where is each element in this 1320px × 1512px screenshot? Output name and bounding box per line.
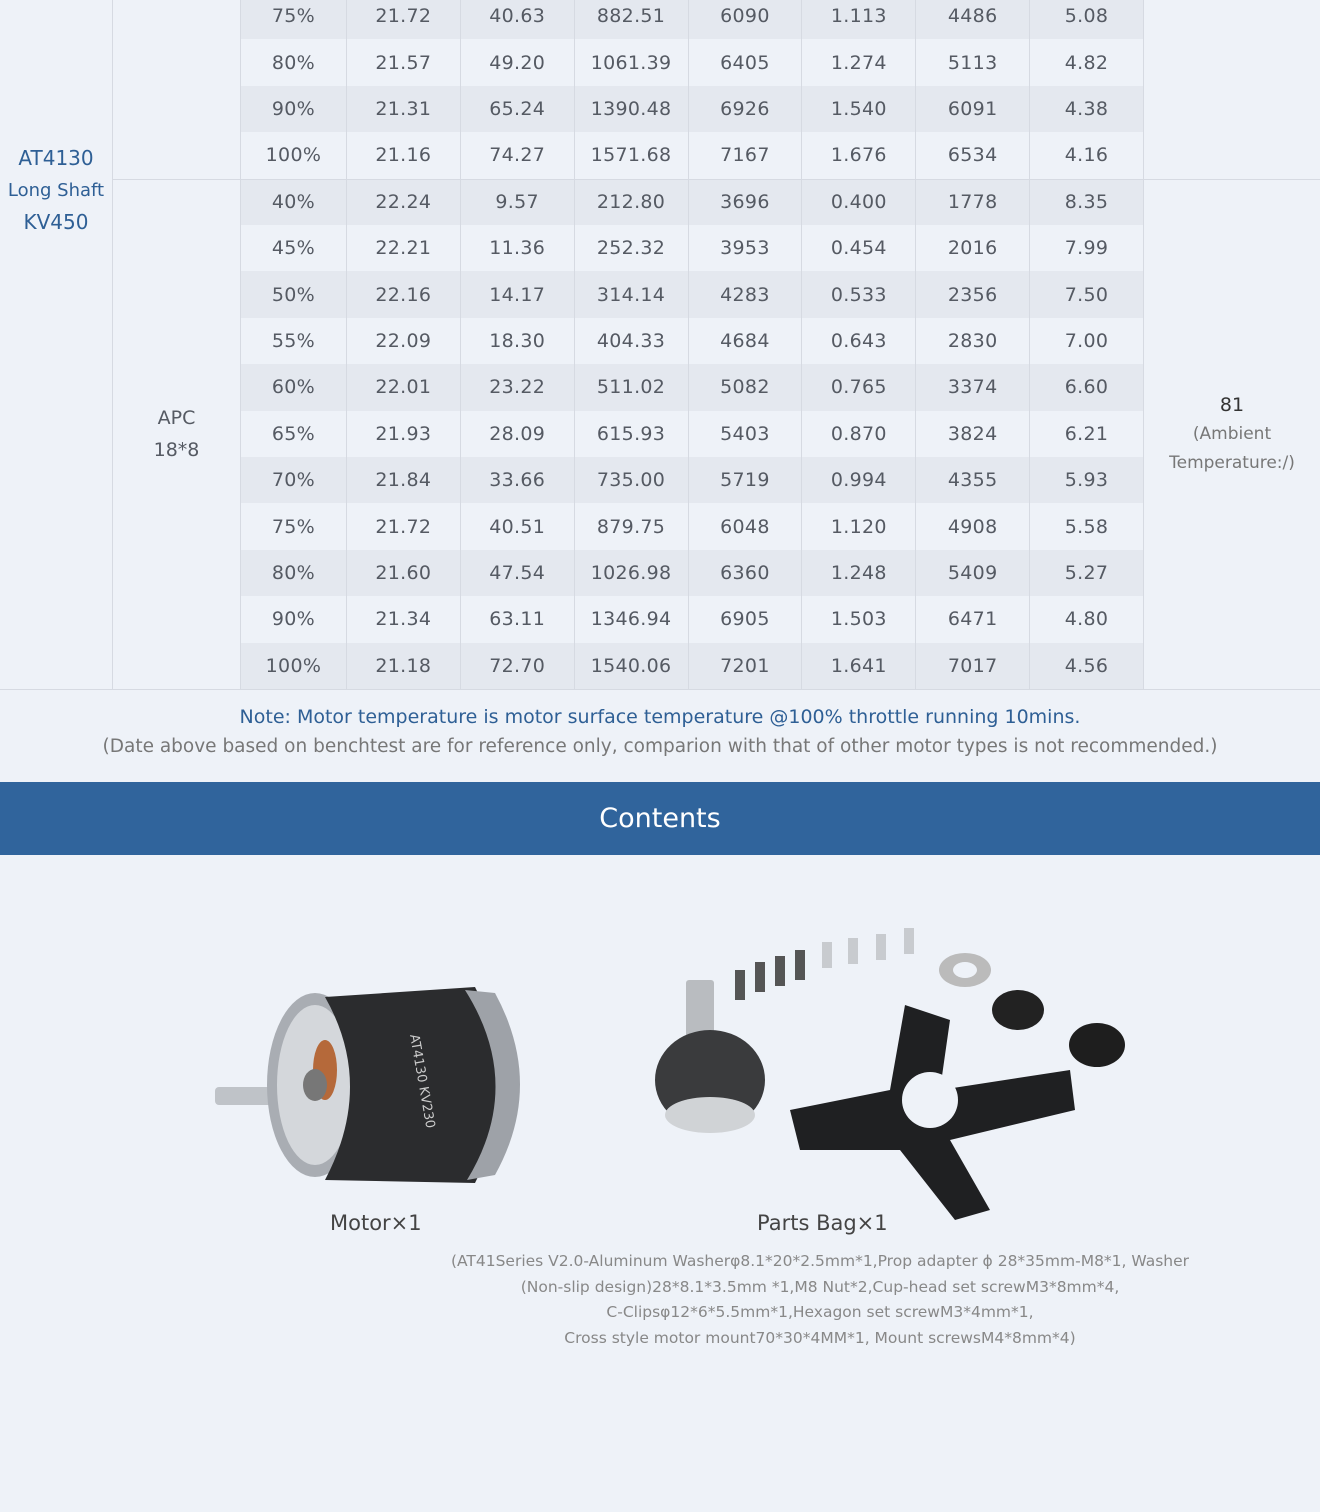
prop-name: APC	[157, 407, 196, 429]
benchmark-table	[0, 0, 1320, 689]
table-cell: 21.84	[347, 457, 461, 503]
table-cell: 5.08	[1030, 0, 1144, 39]
table-cell: 6091	[916, 86, 1030, 132]
table-cell: 80%	[240, 550, 347, 596]
table-cell: 18.30	[461, 318, 575, 364]
table-row	[240, 271, 1144, 317]
table-cell: 22.09	[347, 318, 461, 364]
table-cell: 47.54	[461, 550, 575, 596]
parts-desc-line: Cross style motor mount70*30*4MM*1, Mount screwsM4*8mm*4)	[564, 1328, 1076, 1347]
table-cell: 1061.39	[575, 39, 689, 85]
table-cell: 1571.68	[575, 132, 689, 178]
table-cell: 6048	[689, 503, 803, 549]
table-row	[240, 643, 1144, 689]
contents-title: Contents	[599, 803, 721, 834]
table-cell: 6534	[916, 132, 1030, 178]
table-cell: 0.765	[802, 364, 916, 410]
table-row	[240, 550, 1144, 596]
table-cell: 7.99	[1030, 225, 1144, 271]
table-cell: 55%	[240, 318, 347, 364]
temperature-value: 81	[1219, 393, 1245, 416]
table-cell: 4.80	[1030, 596, 1144, 642]
table-cell: 3953	[689, 225, 803, 271]
table-cell: 100%	[240, 643, 347, 689]
table-cell: 1.641	[802, 643, 916, 689]
table-cell: 33.66	[461, 457, 575, 503]
table-cell: 80%	[240, 39, 347, 85]
table-cell: 7017	[916, 643, 1030, 689]
table-cell: 22.24	[347, 179, 461, 225]
table-cell: 1.274	[802, 39, 916, 85]
table-cell: 6405	[689, 39, 803, 85]
table-cell: 1.120	[802, 503, 916, 549]
table-cell: 45%	[240, 225, 347, 271]
table-cell: 2016	[916, 225, 1030, 271]
table-cell: 1.540	[802, 86, 916, 132]
table-cell: 4.16	[1030, 132, 1144, 178]
motor-shaft: Long Shaft	[7, 179, 105, 201]
prop-size: 18*8	[153, 439, 200, 461]
table-row	[240, 132, 1144, 178]
parts-desc-line: (Non-slip design)28*8.1*3.5mm *1,M8 Nut*2,Cup-head set screwM3*8mm*4,	[520, 1277, 1120, 1296]
table-row	[240, 318, 1144, 364]
table-cell: 40.63	[461, 0, 575, 39]
table-cell: 0.533	[802, 271, 916, 317]
table-cell: 1.113	[802, 0, 916, 39]
note-text: Note: Motor temperature is motor surface temperature @100% throttle running 10mins.	[239, 706, 1081, 728]
table-cell: 1026.98	[575, 550, 689, 596]
table-cell: 2830	[916, 318, 1030, 364]
table-cell: 1390.48	[575, 86, 689, 132]
table-cell: 90%	[240, 86, 347, 132]
table-cell: 1778	[916, 179, 1030, 225]
table-cell: 1.503	[802, 596, 916, 642]
temperature-cell	[1144, 179, 1320, 689]
table-row	[240, 364, 1144, 410]
table-cell: 74.27	[461, 132, 575, 178]
parts-description	[420, 1249, 1220, 1351]
table-cell: 1346.94	[575, 596, 689, 642]
table-cell: 0.400	[802, 179, 916, 225]
table-cell: 7.50	[1030, 271, 1144, 317]
table-cell: 63.11	[461, 596, 575, 642]
table-cell: 6926	[689, 86, 803, 132]
motor-image	[205, 975, 535, 1195]
table-cell: 28.09	[461, 411, 575, 457]
table-cell: 21.34	[347, 596, 461, 642]
table-cell: 735.00	[575, 457, 689, 503]
table-cell: 5.58	[1030, 503, 1144, 549]
temperature-label: (Ambient	[1192, 423, 1272, 444]
table-cell: 212.80	[575, 179, 689, 225]
table-cell: 4908	[916, 503, 1030, 549]
table-cell: 75%	[240, 503, 347, 549]
table-cell: 511.02	[575, 364, 689, 410]
table-cell: 21.72	[347, 503, 461, 549]
table-cell: 21.18	[347, 643, 461, 689]
table-cell: 21.93	[347, 411, 461, 457]
table-cell: 5719	[689, 457, 803, 503]
table-row	[240, 179, 1144, 225]
table-cell: 21.31	[347, 86, 461, 132]
table-row	[240, 457, 1144, 503]
table-cell: 6090	[689, 0, 803, 39]
motor-model: AT4130	[18, 145, 94, 170]
table-cell: 6360	[689, 550, 803, 596]
table-cell: 5.93	[1030, 457, 1144, 503]
table-cell: 6.60	[1030, 364, 1144, 410]
table-cell: 21.60	[347, 550, 461, 596]
table-cell: 100%	[240, 132, 347, 178]
table-cell: 23.22	[461, 364, 575, 410]
table-cell: 6471	[916, 596, 1030, 642]
table-cell: 879.75	[575, 503, 689, 549]
table-cell: 72.70	[461, 643, 575, 689]
table-row	[240, 39, 1144, 85]
table-cell: 8.35	[1030, 179, 1144, 225]
table-cell: 7.00	[1030, 318, 1144, 364]
table-cell: 49.20	[461, 39, 575, 85]
table-cell: 3696	[689, 179, 803, 225]
motor-kv: KV450	[23, 209, 89, 234]
table-cell: 4.82	[1030, 39, 1144, 85]
parts-desc-line: (AT41Series V2.0-Aluminum Washerφ8.1*20*2.5mm*1,Prop adapter ϕ 28*35mm-M8*1, Washer	[450, 1252, 1190, 1270]
table-cell: 40%	[240, 179, 347, 225]
note-section	[0, 689, 1320, 782]
table-cell: 9.57	[461, 179, 575, 225]
table-cell: 4355	[916, 457, 1030, 503]
disclaimer-text: (Date above based on benchtest are for reference only, comparion with that of other motor types is not recommended.)	[102, 736, 1218, 757]
table-cell: 4684	[689, 318, 803, 364]
table-row	[240, 411, 1144, 457]
table-cell: 14.17	[461, 271, 575, 317]
table-cell: 65%	[240, 411, 347, 457]
table-cell: 21.16	[347, 132, 461, 178]
table-cell: 882.51	[575, 0, 689, 39]
table-cell: 40.51	[461, 503, 575, 549]
table-cell: 7201	[689, 643, 803, 689]
motor-model-cell	[0, 0, 113, 689]
group-divider	[113, 179, 1320, 180]
table-cell: 22.01	[347, 364, 461, 410]
table-cell: 22.16	[347, 271, 461, 317]
table-cell: 50%	[240, 271, 347, 317]
table-row	[240, 0, 1144, 39]
table-cell: 5082	[689, 364, 803, 410]
table-cell: 615.93	[575, 411, 689, 457]
table-cell: 5403	[689, 411, 803, 457]
table-cell: 90%	[240, 596, 347, 642]
table-cell: 4.38	[1030, 86, 1144, 132]
table-cell: 3374	[916, 364, 1030, 410]
table-cell: 252.32	[575, 225, 689, 271]
table-cell: 2356	[916, 271, 1030, 317]
table-cell: 5.27	[1030, 550, 1144, 596]
parts-desc-line: C-Clipsφ12*6*5.5mm*1,Hexagon set screwM3*4mm*1,	[606, 1303, 1034, 1321]
table-cell: 5113	[916, 39, 1030, 85]
table-cell: 0.454	[802, 225, 916, 271]
table-cell: 60%	[240, 364, 347, 410]
table-cell: 65.24	[461, 86, 575, 132]
contents-banner	[0, 782, 1320, 855]
table-cell: 22.21	[347, 225, 461, 271]
table-cell: 75%	[240, 0, 347, 39]
table-row	[240, 503, 1144, 549]
motor-caption: Motor×1	[330, 1211, 422, 1235]
prop-cell	[113, 179, 240, 689]
parts-bag-image	[650, 920, 1140, 1230]
table-row	[240, 86, 1144, 132]
table-cell: 4486	[916, 0, 1030, 39]
temperature-label: Temperature:/)	[1169, 452, 1295, 473]
table-cell: 21.57	[347, 39, 461, 85]
table-cell: 314.14	[575, 271, 689, 317]
table-cell: 4283	[689, 271, 803, 317]
table-cell: 6905	[689, 596, 803, 642]
parts-caption: Parts Bag×1	[757, 1211, 888, 1235]
table-row	[240, 225, 1144, 271]
table-cell: 0.643	[802, 318, 916, 364]
table-row	[240, 596, 1144, 642]
table-cell: 11.36	[461, 225, 575, 271]
svg-text:AT4130 KV230: AT4130 KV230	[406, 1033, 438, 1130]
table-cell: 5409	[916, 550, 1030, 596]
table-cell: 6.21	[1030, 411, 1144, 457]
table-cell: 21.72	[347, 0, 461, 39]
table-cell: 404.33	[575, 318, 689, 364]
table-cell: 0.870	[802, 411, 916, 457]
table-cell: 3824	[916, 411, 1030, 457]
table-cell: 70%	[240, 457, 347, 503]
table-cell: 7167	[689, 132, 803, 178]
table-cell: 1.676	[802, 132, 916, 178]
table-cell: 4.56	[1030, 643, 1144, 689]
table-cell: 0.994	[802, 457, 916, 503]
table-cell: 1540.06	[575, 643, 689, 689]
table-cell: 1.248	[802, 550, 916, 596]
